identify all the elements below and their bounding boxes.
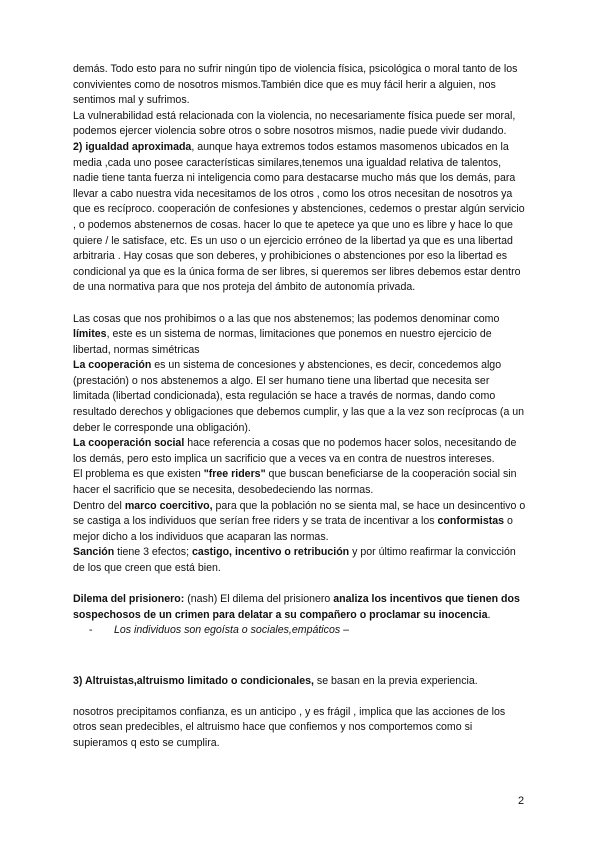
term-sanction-effects: castigo, incentivo o retribución — [191, 546, 350, 559]
paragraph-limits — [73, 312, 528, 359]
altruists-text: se basan en la previa experiencia. — [313, 674, 478, 687]
paragraph-coercive-framework — [73, 499, 528, 546]
term-cooperation: La cooperación — [73, 359, 152, 372]
paragraph-altruists — [73, 674, 528, 690]
paragraph-social-cooperation — [73, 436, 528, 467]
limits-text-b: , este es un sistema de normas, limitaciones que ponemos en nuestro ejercicio de libertad, normas simétricas — [73, 328, 492, 356]
bullet-dash: - — [89, 624, 93, 637]
sanction-text-a: tiene 3 efectos; — [114, 546, 192, 559]
term-coercive-framework: marco coercitivo, — [124, 499, 213, 512]
coercive-text-c: o mejor dicho a los individuos que acaparan las normas. — [73, 515, 513, 543]
paragraph-prisoners-dilemma — [73, 592, 528, 623]
document-body — [73, 62, 528, 752]
sanction-text-b: y por último reafirmar la convicción de los que creen que está bien. — [73, 546, 516, 574]
term-social-cooperation: La cooperación social — [73, 437, 185, 450]
paragraph-trust: nosotros precipitamos confianza, es un anticipo , y es frágil , implica que las acciones de los otros sean predecibles, el altruismo hace que confiemos y nos comportemos como si supieramos q esto se cumplira. — [73, 705, 506, 749]
prisoners-dilemma-definition: analiza los incentivos que tienen dos sospechosos de un crimen para delatar a su compañero o proclamar su inocencia — [73, 593, 520, 621]
limits-text-a: Las cosas que nos prohibimos o a las que nos abstenemos; las podemos denominar como — [73, 312, 500, 325]
social-cooperation-text: hace referencia a cosas que no podemos hacer solos, necesitando de los demás, pero esto implica un sacrificio que a veces va en contra de nuestros intereses. — [73, 437, 517, 465]
bullet-text: Los individuos son egoísta o sociales,empáticos – — [114, 624, 349, 637]
paragraph-sanction — [73, 545, 528, 576]
term-conformists: conformistas — [437, 515, 505, 528]
approximate-equality-text: , aunque haya extremos todos estamos masomenos ubicados en la media ,cada uno posee características similares,tenemos una igualdad relativa de talentos, nadie tiene tanta fuerza ni inteligencia como para destacarse mucho más que los demás, para llevar a cabo nuestra vida necesitamos de los otros , como los otros necesitan de nosotros ya que es recíproco. cooperación de confesiones y abstenciones, cedemos o prestar algún servicio , o podemos abstenernos de cosas. hacer lo que te apetece ya que uno es libre y hace lo que quiere / le satisface, etc. Es un uso o un ejercicio erróneo de la libertad ya que es una libertad arbitraria . Hay cosas que son deberes, y prohibiciones o abstenciones por eso la libertad es condicional ya que es la única forma de ser libres, si queremos ser libres debemos estar dentro de una normativa para que nos proteja del ámbito de autonomía privada. — [73, 140, 525, 294]
paragraph-vulnerability: La vulnerabilidad está relacionada con la violencia, no necesariamente física puede ser moral, podemos ejercer violencia sobre otros o sobre nosotros mismos, nadie puede vivir dudando. — [73, 109, 516, 138]
spacer — [73, 296, 528, 312]
cooperation-text: es un sistema de concesiones y abstenciones, es decir, concedemos algo (prestación) o nos abstenemos a algo. El ser humano tiene una libertad que necesita ser limitada (libertad condicionada), esta regulación se hace a través de normas, dando como resultado derechos y obligaciones que debemos cumplir, y las que a la vez son recíprocas (a un deber le corresponde una obligación). — [73, 359, 525, 434]
page-number: 2 — [518, 795, 525, 807]
paragraph-free-riders — [73, 467, 528, 498]
free-riders-text-a: El problema es que existen — [73, 468, 204, 481]
prisoners-dilemma-text-b: . — [487, 608, 491, 621]
heading-altruists: 3) Altruistas,altruismo limitado o condicionales, — [73, 674, 314, 687]
spacer — [73, 639, 528, 655]
term-free-riders: "free riders" — [203, 468, 266, 481]
spacer — [73, 577, 528, 593]
bullet-item — [73, 623, 528, 639]
term-sanction: Sanción — [73, 546, 115, 559]
free-riders-text-b: que buscan beneficiarse de la cooperación social sin hacer el sacrificio que se necesita, desobedeciendo las normas. — [73, 468, 517, 497]
heading-prisoners-dilemma: Dilema del prisionero: — [73, 593, 185, 606]
paragraph-approximate-equality — [73, 140, 528, 296]
spacer — [73, 689, 528, 705]
coercive-text-b: para que la población no se sienta mal, se hace un desincentivo o se castiga a los individuos que serían free riders y se trata de incentivar a los — [73, 499, 526, 528]
heading-approximate-equality: 2) igualdad aproximada — [73, 140, 192, 153]
term-limits: límites — [73, 328, 107, 341]
paragraph-violence-intro: demás. Todo esto para no sufrir ningún tipo de violencia física, psicológica o moral tanto de los convivientes como de nosotros mismos.También dice que es muy fácil herir a alguien, nos sentimos mal y sufrimos. — [73, 63, 518, 107]
coercive-text-a: Dentro del — [73, 499, 125, 512]
paragraph-cooperation — [73, 358, 528, 436]
spacer — [73, 655, 528, 674]
prisoners-dilemma-text-a: (nash) El dilema del prisionero — [184, 593, 334, 606]
